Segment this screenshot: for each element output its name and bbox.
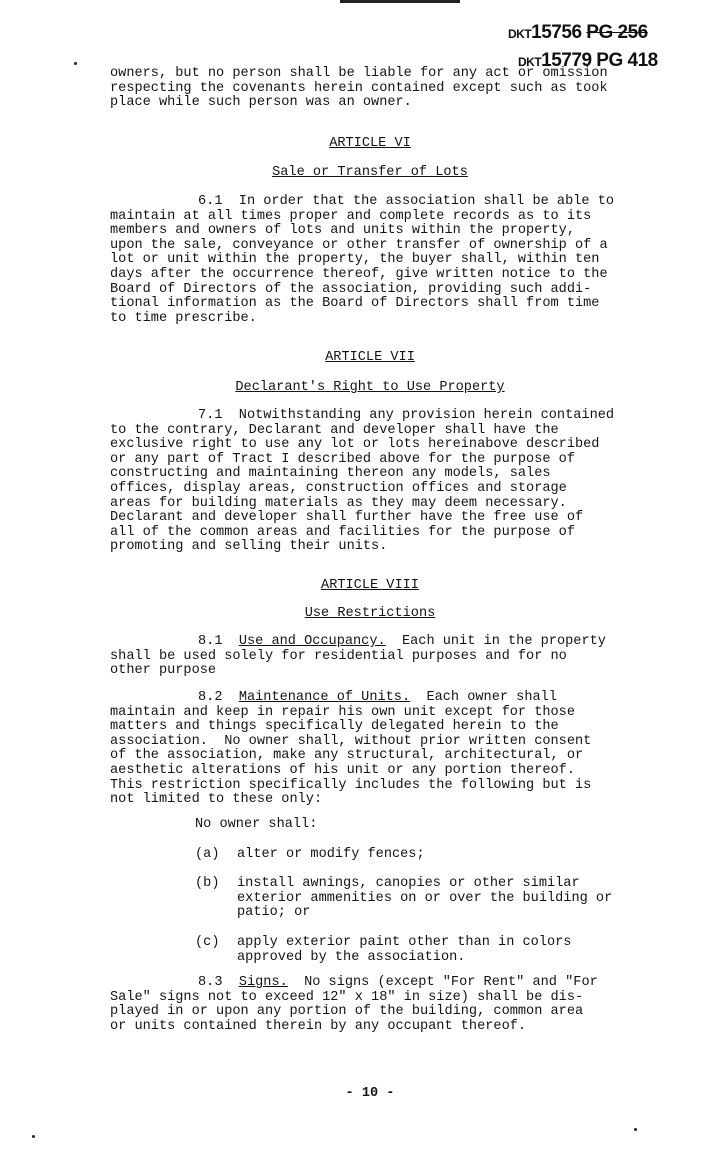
stamp-1-number: 15756 [531, 22, 582, 43]
article-8-subtitle: Use Restrictions [304, 606, 436, 621]
section-7-1-body: to the contrary, Declarant and developer shall have the exclusive right to use any lot or lots hereinabove described or any part of Tract I described above for the purpose of constructing and maintaining thereon any models, sales offices, display areas, construction offices and storage areas for building materials as they may deem necessary. Declarant and developer shall further have the free use of all of the common areas and facilities for the purpose of promoting and selling their units. [110, 422, 600, 555]
stamp-2-page: PG 418 [596, 50, 658, 71]
scan-speck [74, 62, 77, 65]
section-8-2-body: maintain and keep in repair his own unit except for those matters and things specifically delegated herein to the association. No owner shall, without prior written consent of the association, make any structural, architectural, or aesthetic alterations of his unit or any portion thereof. This restriction specifically includes the following but is not limited to these only: [110, 704, 592, 808]
section-8-2-number: 8.2 [198, 690, 223, 705]
intro-paragraph [110, 67, 630, 111]
section-8-2-title: Maintenance of Units. [238, 690, 411, 705]
section-8-3-title: Signs. [238, 975, 288, 990]
list-item-marker: (a) [195, 846, 220, 862]
list-item-text: apply exterior paint other than in colors approved by the association. [237, 934, 572, 965]
stamp-1-prefix: DKT [508, 27, 532, 41]
section-6-1-body: maintain at all times proper and complete records as to its members and owners of lots and units within the property, upon the sale, conveyance or other transfer of ownership of a lot or unit within the property, the buyer shall, within ten days after the occurrence thereof, give written notice to the Board of Directors of the association, providing such addi- tional information as the Board of Directors shall from time to time prescribe. [110, 208, 608, 326]
list-item [195, 936, 635, 965]
section-7-1-first-line: 7.1 Notwithstanding any provision herein contained [198, 408, 615, 423]
article-7-subheading [110, 380, 630, 395]
intro-text: owners, but no person shall be liable for any act or omission respecting the covenants herein contained except such as took place while such person was an owner. [110, 66, 608, 111]
no-owner-shall-label: No owner shall: [195, 817, 318, 832]
scan-speck [634, 1128, 637, 1131]
list-item [195, 877, 635, 921]
list-item [195, 848, 635, 863]
restriction-list [195, 818, 635, 965]
section-6-1-first-line: 6.1 In order that the association shall be able to [198, 194, 615, 209]
article-6-heading [110, 136, 630, 151]
section-8-1-number: 8.1 [198, 634, 223, 649]
article-8-title: ARTICLE VIII [321, 578, 419, 593]
section-8-3-number: 8.3 [198, 975, 223, 990]
section-8-2-first-line: Each owner shall [410, 690, 557, 705]
article-8-subheading [110, 606, 630, 621]
article-6-subheading [110, 165, 630, 180]
article-6-title: ARTICLE VI [329, 136, 411, 151]
recording-stamp-1 [508, 22, 648, 44]
article-7-heading [110, 350, 630, 365]
scan-speck [32, 1135, 35, 1138]
article-6-subtitle: Sale or Transfer of Lots [272, 165, 468, 180]
list-item-text: alter or modify fences; [237, 846, 425, 862]
article-7-subtitle: Declarant's Right to Use Property [235, 380, 505, 395]
section-8-1-title: Use and Occupancy. [238, 634, 386, 649]
list-item-marker: (b) [195, 876, 220, 892]
section-6-1 [110, 195, 630, 326]
section-8-1-first-line: Each unit in the property [385, 634, 606, 649]
article-8-heading [110, 578, 630, 593]
section-7-1 [110, 409, 630, 555]
section-8-1 [110, 635, 630, 679]
section-8-3-first-line: No signs (except "For Rent" and "For [287, 975, 598, 990]
list-item-text: install awnings, canopies or other similar exterior ammenities on or over the building or patio; or [237, 876, 613, 921]
list-item-marker: (c) [195, 934, 220, 950]
page-number: - 10 - [345, 1086, 395, 1101]
article-7-title: ARTICLE VII [325, 350, 415, 365]
section-8-1-body: shall be used solely for residential purposes and for no other purpose [110, 648, 567, 679]
section-8-2 [110, 691, 630, 808]
stamp-2-prefix: DKT [518, 55, 542, 69]
stamp-2-number: 15779 [541, 50, 592, 71]
top-scan-mark [340, 0, 460, 3]
stamp-1-page: PG 256 [586, 22, 648, 43]
section-8-3-body: Sale" signs not to exceed 12" x 18" in size) shall be dis- played in or upon any portion of the building, common area or units contained therein by any occupant thereof. [110, 989, 584, 1034]
section-8-3 [110, 976, 630, 1034]
